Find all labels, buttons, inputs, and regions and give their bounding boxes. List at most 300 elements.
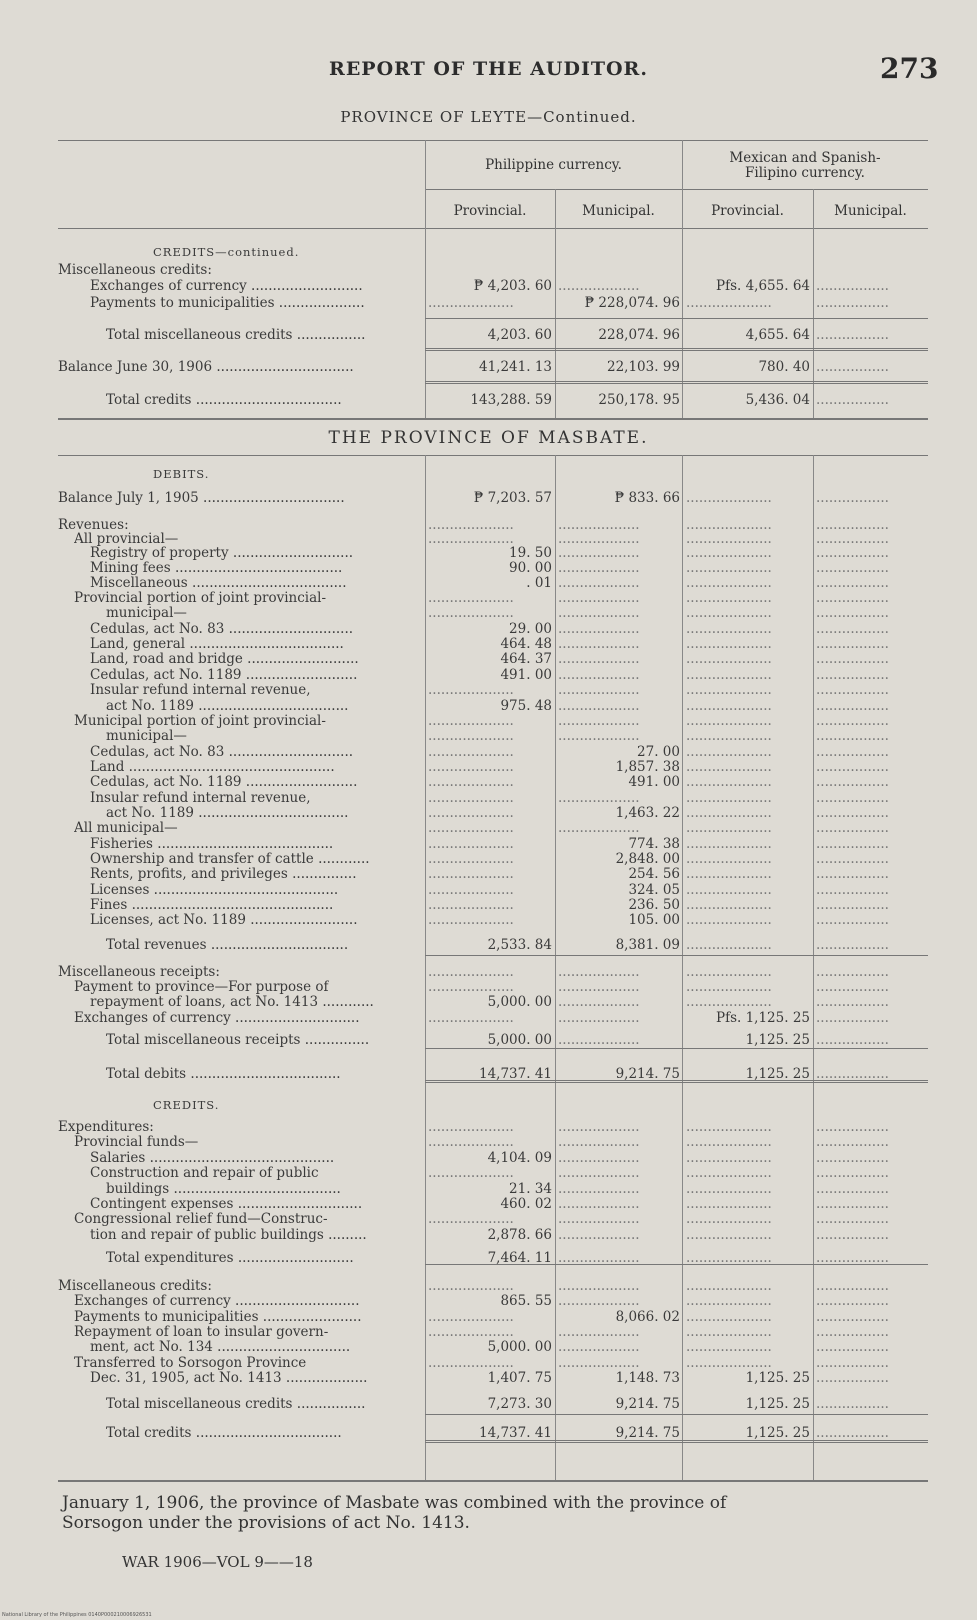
amount-cell: 2,533. 84 xyxy=(487,937,552,953)
row-label: Payment to province—For purpose of xyxy=(74,979,329,995)
amount-cell: ................... xyxy=(558,728,640,744)
subtotal-rule xyxy=(425,318,928,319)
table-row xyxy=(58,1370,928,1386)
subtotal-rule xyxy=(425,955,928,956)
amount-cell: .................... xyxy=(686,937,772,953)
amount-cell: 8,381. 09 xyxy=(615,937,680,953)
row-label: Land ................................................ xyxy=(90,759,335,775)
row-label: Exchanges of currency ............................. xyxy=(74,1010,360,1026)
row-label: CREDITS. xyxy=(153,1098,220,1112)
footnote-line: January 1, 1906, the province of Masbate was combined with the province of xyxy=(62,1493,727,1513)
amount-cell: ................... xyxy=(558,575,640,591)
table-row xyxy=(58,392,928,408)
subtotal-rule xyxy=(425,1048,928,1049)
footnote xyxy=(62,1493,726,1533)
amount-cell: .................... xyxy=(428,1134,514,1150)
amount-cell: ................. xyxy=(816,1324,889,1340)
amount-cell: ................. xyxy=(816,1181,889,1197)
amount-cell: .................... xyxy=(686,590,772,606)
amount-cell: .................... xyxy=(686,575,772,591)
amount-cell: 774. 38 xyxy=(628,836,680,852)
table-row xyxy=(58,774,928,790)
amount-cell: ................. xyxy=(816,531,889,547)
amount-cell: .................... xyxy=(686,979,772,995)
amount-cell: ................... xyxy=(558,790,640,806)
row-label: Cedulas, act No. 1189 .......................... xyxy=(90,774,358,790)
amount-cell: ................. xyxy=(816,1293,889,1309)
amount-cell: .................... xyxy=(428,774,514,790)
footnote-line: Sorsogon under the provisions of act No. 1413. xyxy=(62,1513,470,1533)
amount-cell: .................... xyxy=(686,545,772,561)
amount-cell: .................... xyxy=(428,790,514,806)
amount-cell: .................... xyxy=(686,866,772,882)
table-row xyxy=(58,1134,928,1150)
amount-cell: .................... xyxy=(686,1119,772,1135)
row-label: act No. 1189 ................................... xyxy=(106,698,349,714)
table-row xyxy=(58,359,928,375)
amount-cell: 4,203. 60 xyxy=(487,327,552,343)
amount-cell: .................... xyxy=(428,1309,514,1325)
amount-cell: ................... xyxy=(558,1196,640,1212)
amount-cell: ................. xyxy=(816,744,889,760)
amount-cell: .................... xyxy=(686,1309,772,1325)
table-row xyxy=(58,897,928,913)
amount-cell: .................... xyxy=(428,744,514,760)
amount-cell: ₱ 7,203. 57 xyxy=(473,490,552,506)
row-label: Ownership and transfer of cattle ............ xyxy=(90,851,370,867)
row-label: Expenditures: xyxy=(58,1119,154,1135)
table-row xyxy=(58,882,928,898)
amount-cell: .................... xyxy=(686,713,772,729)
amount-cell: .................... xyxy=(686,882,772,898)
amount-cell: ................. xyxy=(816,1227,889,1243)
amount-cell: .................... xyxy=(428,590,514,606)
amount-cell: ................... xyxy=(558,560,640,576)
amount-cell: .................... xyxy=(428,805,514,821)
table-row xyxy=(58,790,928,806)
table-row xyxy=(58,1227,928,1243)
row-label: CREDITS—continued. xyxy=(153,245,300,259)
row-label: Licenses ........................................... xyxy=(90,882,339,898)
amount-cell: 1,857. 38 xyxy=(615,759,680,775)
amount-cell: .................... xyxy=(686,836,772,852)
amount-cell: ₱ 833. 66 xyxy=(614,490,680,506)
amount-cell: ................... xyxy=(558,1032,640,1048)
amount-cell: .................... xyxy=(686,636,772,652)
subtotal-rule xyxy=(425,348,928,351)
row-label: Exchanges of currency .......................... xyxy=(90,278,363,294)
amount-cell: ................. xyxy=(816,651,889,667)
amount-cell: ................. xyxy=(816,545,889,561)
table-row xyxy=(58,327,928,343)
amount-cell: ................... xyxy=(558,517,640,533)
row-label: Miscellaneous credits: xyxy=(58,262,212,278)
amount-cell: ................. xyxy=(816,1119,889,1135)
table-row xyxy=(58,1097,928,1113)
amount-cell: ................... xyxy=(558,698,640,714)
table-row xyxy=(58,244,928,260)
amount-cell: .................... xyxy=(686,531,772,547)
amount-cell: .................... xyxy=(686,667,772,683)
table-row xyxy=(58,278,928,294)
table-row xyxy=(58,1324,928,1340)
amount-cell: ................. xyxy=(816,1211,889,1227)
amount-cell: ................. xyxy=(816,605,889,621)
table-row xyxy=(58,964,928,980)
amount-cell: .................... xyxy=(428,728,514,744)
table-top-rule xyxy=(58,140,928,141)
amount-cell: .................... xyxy=(428,713,514,729)
amount-cell: .................... xyxy=(428,851,514,867)
table-row xyxy=(58,1309,928,1325)
amount-cell: ................... xyxy=(558,820,640,836)
amount-cell: ................. xyxy=(816,774,889,790)
amount-cell: ................... xyxy=(558,1181,640,1197)
amount-cell: 975. 48 xyxy=(500,698,552,714)
amount-cell: .................... xyxy=(686,605,772,621)
amount-cell: .................... xyxy=(428,882,514,898)
amount-cell: ................... xyxy=(558,1324,640,1340)
amount-cell: .................... xyxy=(428,897,514,913)
amount-cell: ................... xyxy=(558,636,640,652)
amount-cell: 250,178. 95 xyxy=(598,392,680,408)
amount-cell: 1,125. 25 xyxy=(745,1425,810,1441)
amount-cell: ................. xyxy=(816,667,889,683)
row-label: DEBITS. xyxy=(153,467,210,481)
table-row xyxy=(58,744,928,760)
amount-cell: ₱ 4,203. 60 xyxy=(473,278,552,294)
amount-cell: ................. xyxy=(816,636,889,652)
amount-cell: 5,000. 00 xyxy=(487,1032,552,1048)
amount-cell: ................... xyxy=(558,1134,640,1150)
amount-cell: 464. 48 xyxy=(500,636,552,652)
amount-cell: .................... xyxy=(428,866,514,882)
amount-cell: ................. xyxy=(816,1196,889,1212)
amount-cell: .................... xyxy=(428,1324,514,1340)
amount-cell: .................... xyxy=(686,1196,772,1212)
amount-cell: ................. xyxy=(816,979,889,995)
amount-cell: .................... xyxy=(428,517,514,533)
amount-cell: .................... xyxy=(686,805,772,821)
row-label: Cedulas, act No. 83 ............................. xyxy=(90,744,354,760)
amount-cell: ................... xyxy=(558,1250,640,1266)
amount-cell: .................... xyxy=(686,1134,772,1150)
amount-cell: .................... xyxy=(686,1293,772,1309)
row-label: Payments to municipalities .................... xyxy=(90,295,365,311)
row-label: Total debits ................................... xyxy=(106,1066,341,1082)
row-label: Fines ............................................... xyxy=(90,897,334,913)
column-header-municipal: Municipal. xyxy=(582,203,655,219)
amount-cell: ................. xyxy=(816,713,889,729)
row-label: Land, road and bridge .......................... xyxy=(90,651,359,667)
table-row xyxy=(58,295,928,311)
amount-cell: ................. xyxy=(816,994,889,1010)
amount-cell: .................... xyxy=(428,531,514,547)
amount-cell: 865. 55 xyxy=(500,1293,552,1309)
scan-credit: National Library of the Philippines 0140P000210006926531 xyxy=(2,1612,152,1618)
amount-cell: ................... xyxy=(558,621,640,637)
amount-cell: Pfs. 1,125. 25 xyxy=(716,1010,810,1026)
table-row xyxy=(58,1425,928,1441)
table-row xyxy=(58,1355,928,1371)
amount-cell: ................. xyxy=(816,560,889,576)
amount-cell: .................... xyxy=(686,682,772,698)
page-subtitle: PROVINCE OF LEYTE—Continued. xyxy=(340,108,637,126)
amount-cell: ................... xyxy=(558,1150,640,1166)
amount-cell: ................. xyxy=(816,1010,889,1026)
amount-cell: .................... xyxy=(428,820,514,836)
amount-cell: ................. xyxy=(816,698,889,714)
amount-cell: ................. xyxy=(816,517,889,533)
table-row xyxy=(58,621,928,637)
amount-cell: Pfs. 4,655. 64 xyxy=(716,278,810,294)
column-group-philippine: Philippine currency. xyxy=(485,157,622,173)
amount-cell: ................. xyxy=(816,820,889,836)
subtotal-rule xyxy=(425,1440,928,1443)
column-header-provincial: Provincial. xyxy=(711,203,784,219)
table-row xyxy=(58,1278,928,1294)
row-label: Insular refund internal revenue, xyxy=(90,682,311,698)
amount-cell: ................... xyxy=(558,545,640,561)
amount-cell: .................... xyxy=(428,979,514,995)
amount-cell: .................... xyxy=(686,774,772,790)
amount-cell: ................. xyxy=(816,1339,889,1355)
amount-cell: .................... xyxy=(686,295,772,311)
table-row xyxy=(58,912,928,928)
amount-cell: ................. xyxy=(816,278,889,294)
row-label: Contingent expenses ............................. xyxy=(90,1196,363,1212)
amount-cell: 228,074. 96 xyxy=(598,327,680,343)
amount-cell: ................. xyxy=(816,851,889,867)
table-row xyxy=(58,979,928,995)
row-label: All municipal— xyxy=(74,820,178,836)
amount-cell: ................... xyxy=(558,590,640,606)
amount-cell: ................... xyxy=(558,1165,640,1181)
amount-cell: ................. xyxy=(816,1150,889,1166)
table-row xyxy=(58,1339,928,1355)
amount-cell: 460. 02 xyxy=(500,1196,552,1212)
row-label: Miscellaneous .................................... xyxy=(90,575,347,591)
row-label: Provincial portion of joint provincial- xyxy=(74,590,327,606)
subtotal-rule xyxy=(425,1264,928,1265)
amount-cell: ................... xyxy=(558,667,640,683)
amount-cell: ................... xyxy=(558,979,640,995)
amount-cell: .................... xyxy=(686,621,772,637)
amount-cell: 143,288. 59 xyxy=(470,392,552,408)
amount-cell: .................... xyxy=(428,1278,514,1294)
row-label: Mining fees ....................................... xyxy=(90,560,343,576)
row-label: ment, act No. 134 ............................... xyxy=(90,1339,351,1355)
table-row xyxy=(58,682,928,698)
column-group-mexican-line1: Mexican and Spanish- xyxy=(729,150,881,166)
amount-cell: .................... xyxy=(686,744,772,760)
table-row xyxy=(58,1293,928,1309)
table-row xyxy=(58,1032,928,1048)
amount-cell: 21. 34 xyxy=(509,1181,552,1197)
amount-cell: ................. xyxy=(816,964,889,980)
row-label: Cedulas, act No. 1189 .......................... xyxy=(90,667,358,683)
row-label: Revenues: xyxy=(58,517,129,533)
amount-cell: .................... xyxy=(686,994,772,1010)
row-label: Total miscellaneous receipts ............... xyxy=(106,1032,370,1048)
amount-cell: 236. 50 xyxy=(628,897,680,913)
amount-cell: .................... xyxy=(686,1250,772,1266)
row-label: Exchanges of currency ............................. xyxy=(74,1293,360,1309)
amount-cell: ................. xyxy=(816,327,889,343)
amount-cell: .................... xyxy=(428,964,514,980)
column-group-mexican-line2: Filipino currency. xyxy=(745,165,865,181)
amount-cell: ................... xyxy=(558,1278,640,1294)
table-row xyxy=(58,545,928,561)
amount-cell: .................... xyxy=(686,728,772,744)
amount-cell: 8,066. 02 xyxy=(615,1309,680,1325)
amount-cell: 1,125. 25 xyxy=(745,1396,810,1412)
amount-cell: .................... xyxy=(428,682,514,698)
amount-cell: 14,737. 41 xyxy=(479,1425,552,1441)
row-label: All provincial— xyxy=(74,531,179,547)
amount-cell: ................. xyxy=(816,937,889,953)
amount-cell: .................... xyxy=(428,1010,514,1026)
amount-cell: ................... xyxy=(558,682,640,698)
amount-cell: 29. 00 xyxy=(509,621,552,637)
amount-cell: .................... xyxy=(686,1355,772,1371)
table-row xyxy=(58,805,928,821)
amount-cell: 4,104. 09 xyxy=(487,1150,552,1166)
amount-cell: .................... xyxy=(686,1324,772,1340)
table-row xyxy=(58,1165,928,1181)
amount-cell: ................... xyxy=(558,964,640,980)
amount-cell: 1,125. 25 xyxy=(745,1370,810,1386)
amount-cell: .................... xyxy=(686,964,772,980)
amount-cell: 491. 00 xyxy=(500,667,552,683)
page-title: REPORT OF THE AUDITOR. xyxy=(329,58,648,80)
row-label: Balance June 30, 1906 ................................ xyxy=(58,359,354,375)
table-row xyxy=(58,1150,928,1166)
amount-cell: 9,214. 75 xyxy=(615,1396,680,1412)
amount-cell: ₱ 228,074. 96 xyxy=(584,295,680,311)
amount-cell: ................. xyxy=(816,490,889,506)
amount-cell: 2,848. 00 xyxy=(615,851,680,867)
row-label: Salaries ........................................... xyxy=(90,1150,335,1166)
amount-cell: ................... xyxy=(558,1010,640,1026)
column-header-municipal: Municipal. xyxy=(834,203,907,219)
amount-cell: ................... xyxy=(558,651,640,667)
page-number: 273 xyxy=(880,52,939,85)
table-row xyxy=(58,262,928,278)
row-label: Land, general .................................... xyxy=(90,636,344,652)
amount-cell: 9,214. 75 xyxy=(615,1425,680,1441)
amount-cell: ................. xyxy=(816,912,889,928)
masbate-top-rule xyxy=(58,455,928,456)
table-bottom-rule xyxy=(58,1480,928,1482)
amount-cell: .................... xyxy=(686,759,772,775)
amount-cell: .................... xyxy=(686,560,772,576)
row-label: Cedulas, act No. 83 ............................. xyxy=(90,621,354,637)
row-label: Total credits .................................. xyxy=(106,392,342,408)
row-label: Congressional relief fund—Construc- xyxy=(74,1211,328,1227)
amount-cell: ................. xyxy=(816,575,889,591)
amount-cell: ................... xyxy=(558,713,640,729)
row-label: Rents, profits, and privileges ............... xyxy=(90,866,357,882)
amount-cell: .................... xyxy=(686,1181,772,1197)
amount-cell: .................... xyxy=(686,1227,772,1243)
amount-cell: ................. xyxy=(816,1066,889,1082)
table-row xyxy=(58,937,928,953)
table-row xyxy=(58,590,928,606)
amount-cell: .................... xyxy=(428,1119,514,1135)
amount-cell: 254. 56 xyxy=(628,866,680,882)
amount-cell: ................. xyxy=(816,1309,889,1325)
row-label: tion and repair of public buildings ......... xyxy=(90,1227,367,1243)
amount-cell: .................... xyxy=(428,1211,514,1227)
amount-cell: .................... xyxy=(428,1165,514,1181)
row-label: municipal— xyxy=(106,605,187,621)
row-label: Total miscellaneous credits ................ xyxy=(106,327,366,343)
amount-cell: ................. xyxy=(816,621,889,637)
row-label: Miscellaneous receipts: xyxy=(58,964,220,980)
masbate-section-title: THE PROVINCE OF MASBATE. xyxy=(328,428,649,448)
amount-cell: ................. xyxy=(816,1370,889,1386)
column-header-rule xyxy=(58,228,928,229)
table-row xyxy=(58,820,928,836)
subtotal-rule xyxy=(425,1080,928,1083)
row-label: Fisheries ......................................... xyxy=(90,836,334,852)
amount-cell: 5,000. 00 xyxy=(487,994,552,1010)
amount-cell: ................. xyxy=(816,1278,889,1294)
amount-cell: 491. 00 xyxy=(628,774,680,790)
row-label: Total expenditures ........................... xyxy=(106,1250,354,1266)
amount-cell: ................. xyxy=(816,866,889,882)
amount-cell: 22,103. 99 xyxy=(607,359,680,375)
amount-cell: 105. 00 xyxy=(628,912,680,928)
row-label: Insular refund internal revenue, xyxy=(90,790,311,806)
column-header-provincial: Provincial. xyxy=(453,203,527,219)
row-label: Construction and repair of public xyxy=(90,1165,319,1181)
table-row xyxy=(58,1196,928,1212)
table-row xyxy=(58,1119,928,1135)
table-row xyxy=(58,713,928,729)
amount-cell: 464. 37 xyxy=(500,651,552,667)
amount-cell: ................. xyxy=(816,682,889,698)
subtotal-rule xyxy=(425,381,928,384)
amount-cell: 7,273. 30 xyxy=(487,1396,552,1412)
amount-cell: .................... xyxy=(686,790,772,806)
table-row xyxy=(58,466,928,482)
table-row xyxy=(58,1396,928,1412)
row-label: Dec. 31, 1905, act No. 1413 ................... xyxy=(90,1370,368,1386)
amount-cell: .................... xyxy=(686,651,772,667)
amount-cell: ................... xyxy=(558,1339,640,1355)
amount-cell: ................. xyxy=(816,790,889,806)
amount-cell: ................. xyxy=(816,392,889,408)
amount-cell: 780. 40 xyxy=(758,359,810,375)
table-row xyxy=(58,994,928,1010)
amount-cell: 1,125. 25 xyxy=(745,1032,810,1048)
row-label: Municipal portion of joint provincial- xyxy=(74,713,326,729)
row-label: municipal— xyxy=(106,728,187,744)
row-label: Licenses, act No. 1189 ......................... xyxy=(90,912,358,928)
amount-cell: 14,737. 41 xyxy=(479,1066,552,1082)
signature-line: WAR 1906—VOL 9——18 xyxy=(122,1553,313,1571)
amount-cell: 19. 50 xyxy=(509,545,552,561)
table-row xyxy=(58,560,928,576)
amount-cell: 5,436. 04 xyxy=(745,392,810,408)
amount-cell: ................. xyxy=(816,1396,889,1412)
amount-cell: ................. xyxy=(816,1165,889,1181)
row-label: Repayment of loan to insular govern- xyxy=(74,1324,329,1340)
table-row xyxy=(58,1211,928,1227)
table-row xyxy=(58,759,928,775)
